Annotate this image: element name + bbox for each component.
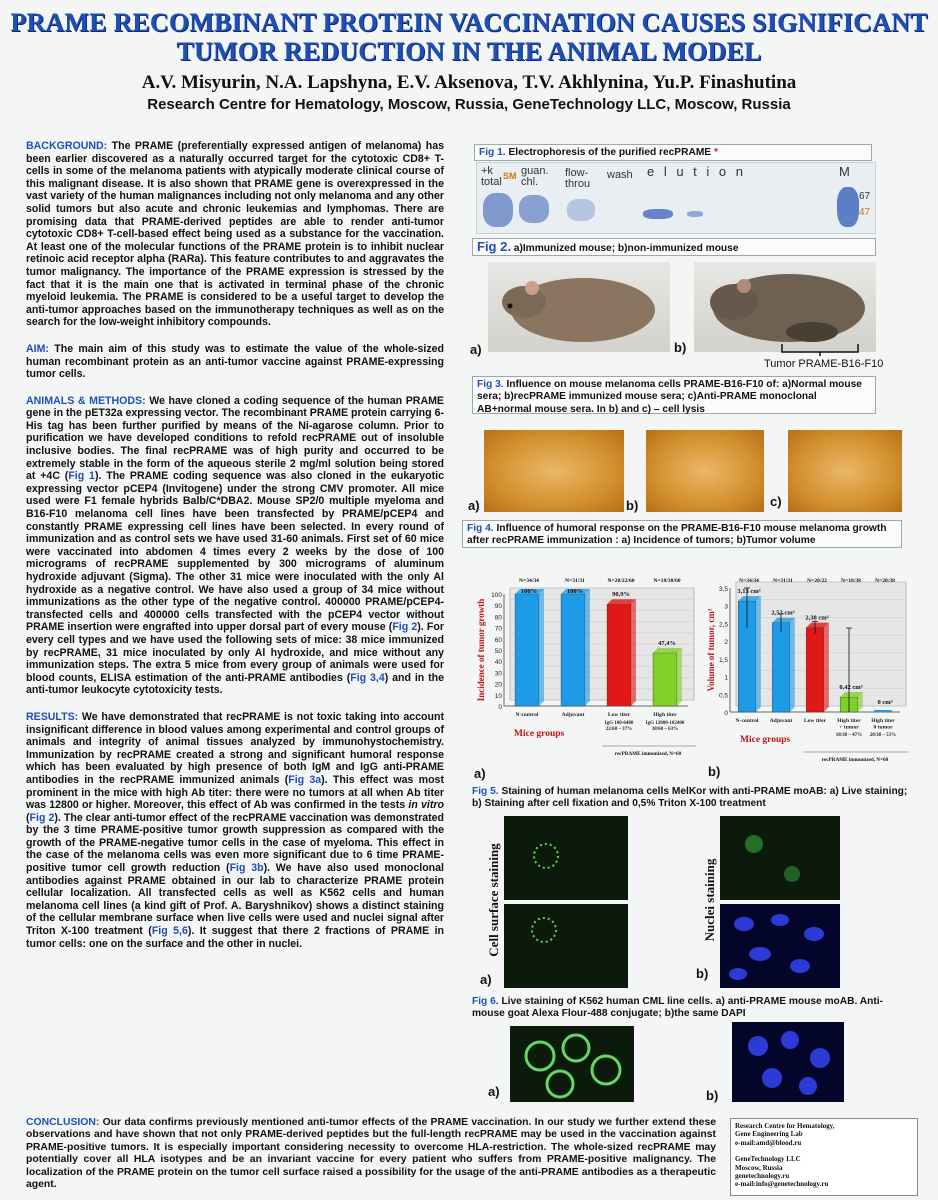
fig-ref[interactable]: Fig 3,4 bbox=[350, 671, 385, 684]
fig3-photo-immunized-sera bbox=[646, 430, 764, 512]
methods-text-4: ) and in the anti-tumor leukocyte cytotoxicity tests. bbox=[26, 671, 444, 697]
fluorescent-cells bbox=[510, 1026, 634, 1102]
conclusion-heading: CONCLUSION: bbox=[26, 1117, 100, 1128]
fig4-label-b: b) bbox=[708, 764, 721, 779]
results-text-2: ). This effect was most prominent in the mice with high Ab titer: there were no tumors at all when Ab titer was 12800 or higher. Moreover, this effect of Ab was confirmed in the tests bbox=[26, 773, 444, 812]
fig1-star: * bbox=[711, 147, 718, 158]
fig1-label: Fig 1. bbox=[479, 147, 506, 158]
fig2-photo-non-immunized-mouse bbox=[694, 262, 876, 352]
x-tick-label: Low titer bbox=[607, 712, 631, 718]
fig6-caption bbox=[472, 996, 912, 1021]
gel-band bbox=[643, 209, 673, 219]
contact-line: Moscow, Russia bbox=[735, 1163, 783, 1172]
fig2-photo-immunized-mouse bbox=[488, 262, 670, 352]
bar-side bbox=[790, 618, 795, 712]
gel-band bbox=[837, 187, 859, 227]
fig6-label-a: a) bbox=[488, 1084, 500, 1099]
title-line-1: PRAME RECOMBINANT PROTEIN VACCINATION CAUSES SIGNIFICANT bbox=[10, 8, 928, 37]
x-tick-sublabel: IgG 100-6400 22/60 – 37% bbox=[604, 721, 634, 732]
x-tick-label: High titer bbox=[653, 712, 677, 718]
n-label: N=31/31 bbox=[565, 578, 585, 584]
fig3-caption bbox=[472, 376, 876, 414]
n-label: N=20/38 bbox=[875, 578, 895, 584]
contact-line: GeneTechnology LLC bbox=[735, 1155, 801, 1164]
fig3-caption-text: Influence on mouse melanoma cells PRAME-B16-F10 of: a)Normal mouse sera; b)recPRAME immunized mouse sera; c)Anti-PRAME monoclonal AB+normal mouse sera. In b) and c) – cell lysis bbox=[477, 379, 862, 415]
contact-line: Research Centre for Hematology, bbox=[735, 1122, 835, 1130]
nuclei-dapi bbox=[732, 1022, 844, 1102]
fig-ref[interactable]: Fig 2 bbox=[392, 621, 418, 634]
bar-side bbox=[585, 589, 590, 706]
results-italic: in vitro bbox=[408, 799, 444, 812]
lane-guan-label: guan. chl. bbox=[521, 165, 549, 188]
y-tick-label: 60 bbox=[494, 636, 502, 644]
y-tick-label: 100 bbox=[491, 592, 502, 599]
fig5-label: Fig 5. bbox=[472, 786, 499, 797]
fig2-label-a: a) bbox=[470, 342, 482, 357]
methods-section bbox=[26, 395, 444, 697]
methods-heading: ANIMALS & METHODS: bbox=[26, 394, 146, 407]
lane-total-label: +k total bbox=[481, 165, 502, 188]
fig3-label-c: c) bbox=[770, 494, 782, 509]
fig3-label: Fig 3. bbox=[477, 379, 504, 390]
fig5-label-b: b) bbox=[696, 966, 709, 981]
results-text-5: ). We have also used monoclonal antibodies against PRAME obtained in our lab to characterize PRAME protein cellular localization. All transfected cells as well as K562 cells and human melanoma cell lines (a kind gift of Prof. A. Baryshnikov) shows a distinct staining of the cellular membrane surface when live cells were used and nuclei signal after Triton X-100 treatment ( bbox=[26, 862, 444, 938]
tumor-bracket bbox=[780, 344, 860, 356]
lane-flow-label: flow- throu bbox=[565, 167, 591, 190]
lane-wash-label: wash bbox=[607, 169, 633, 181]
fig-ref[interactable]: Fig 1 bbox=[68, 470, 95, 483]
x-tick-label: Adjuvant bbox=[561, 712, 585, 718]
bar-side bbox=[631, 599, 636, 706]
bar-zero bbox=[874, 710, 892, 712]
data-label: 2,52 cm³ bbox=[771, 609, 795, 617]
y-tick-label: 2,5 bbox=[718, 621, 728, 629]
data-label: 0,42 cm³ bbox=[839, 684, 863, 692]
nuclei-dapi bbox=[720, 904, 840, 988]
bar-top bbox=[653, 648, 682, 653]
left-column bbox=[26, 140, 444, 961]
x-axis-label: Mice groups bbox=[740, 735, 791, 745]
x-tick-label: N-control bbox=[515, 712, 539, 718]
title-line-2: TUMOR REDUCTION IN THE ANIMAL MODEL bbox=[176, 37, 762, 66]
data-label: 2,38 cm³ bbox=[805, 614, 829, 622]
y-tick-label: 2 bbox=[724, 639, 728, 647]
y-tick-label: 40 bbox=[494, 659, 502, 667]
n-label: N=18/38/60 bbox=[653, 578, 681, 584]
fig1-caption bbox=[474, 144, 872, 161]
y-tick-label: 30 bbox=[494, 670, 502, 678]
fig5-photo-cell-surface-1 bbox=[504, 816, 628, 900]
bar-adjuvant bbox=[561, 594, 585, 706]
y-tick-label: 0 bbox=[498, 704, 502, 711]
data-label: 3,13 cm³ bbox=[737, 588, 761, 596]
fig5-caption-text: Staining of human melanoma cells MelKor with anti-PRAME moAB: a) Live staining; b) Staining after cell fixation and 0,5% Triton X-100 treatment bbox=[472, 786, 908, 810]
y-axis-label: Volume of tumor, cm³ bbox=[706, 608, 716, 692]
bar-n-control bbox=[515, 594, 539, 706]
gel-band bbox=[687, 211, 703, 217]
fig3-label-b: b) bbox=[626, 498, 639, 513]
bar-side bbox=[539, 589, 544, 706]
x-tick-label: Low titer bbox=[803, 718, 827, 724]
x-tick-label: Adjuvant bbox=[769, 718, 793, 724]
x-axis-label: Mice groups bbox=[514, 729, 565, 739]
aim-section bbox=[26, 343, 444, 381]
y-tick-label: 3,5 bbox=[718, 586, 728, 593]
gel-band bbox=[567, 199, 595, 221]
chart-b-svg bbox=[704, 574, 912, 770]
contact-email[interactable]: e-mail:info@genetechnology.ru bbox=[735, 1180, 829, 1189]
n-label: N=34/34 bbox=[739, 578, 759, 584]
results-text-6: ). It suggest that there 2 fractions of PRAME in tumor cells: one on the surface and the other in nuclei. bbox=[26, 925, 444, 950]
chart-tumor-incidence bbox=[474, 574, 700, 770]
x-tick-label: N-control bbox=[735, 718, 759, 724]
fig2-label: Fig 2. bbox=[477, 239, 511, 254]
y-tick-label: 80 bbox=[494, 614, 502, 622]
fig6-label-b: b) bbox=[706, 1088, 719, 1103]
x-tick-sublabel: 18/38 – 47% bbox=[835, 733, 863, 738]
gel-band bbox=[483, 193, 513, 227]
x-tick-label: High titer 0 tumor bbox=[871, 718, 895, 731]
bar-side bbox=[677, 648, 682, 706]
y-tick-label: 10 bbox=[494, 692, 502, 700]
n-label: N=20/22/60 bbox=[607, 578, 635, 584]
results-heading: RESULTS: bbox=[26, 710, 79, 723]
contact-box bbox=[730, 1118, 918, 1196]
gel-band bbox=[519, 195, 549, 223]
fig5-caption bbox=[472, 786, 912, 811]
y-tick-label: 70 bbox=[494, 625, 502, 633]
footnote-label: recPRAME immunized, N=60 bbox=[614, 751, 682, 757]
lane-sm-label: SM bbox=[503, 171, 517, 181]
x-tick-sublabel: IgG 12800-102400 38/60 – 63% bbox=[645, 721, 685, 732]
mouse-shape bbox=[488, 262, 670, 352]
fig-ref[interactable]: Fig 3b bbox=[229, 862, 264, 875]
y-tick-label: 20 bbox=[494, 681, 502, 689]
fig-ref[interactable]: Fig 5,6 bbox=[151, 925, 188, 938]
aim-text: The main aim of this study was to estimate the value of the whole-sized human recombinant protein as an anti-tumor vaccine against PRAME-expressing tumor cells. bbox=[26, 342, 444, 381]
n-label: N=34/34 bbox=[519, 578, 539, 584]
fig6-caption-text: Live staining of K562 human CML line cells. a) anti-PRAME mouse moAB. Anti-mouse goat Alexa Flour-488 conjugate; b)the same DAPI bbox=[472, 996, 883, 1020]
background-text: The PRAME (preferentially expressed antigen of melanoma) has been earlier discovered as a naturally occurred target for the cytotoxic CD8+ T-cells in some of the melanoma patients with atypically moderate clinical course of this malignant disease. It is also shown that PRAME gene is overexpressed in the vast variety of the human malignances including not only melanoma and any other solid tumors but also acute and chronic leukemias and lymphomas. There are promising data that PRAME-derived peptides are able to render anti-tumor cytotoxic CD8+ T-cell-based effect being used as a substance for the vaccination. At least one of the molecular functions of the PRAME protein is to inhibit nuclear retinoic acid receptor alpha (RARa). This feature contributes to and aggravates the tumor malignancy. The importance of the PRAME expression is stressed by the fact that it is the main one that is activated in terminal phase of the chronic myeloid leukemia. The PRAME is considered to be a useful target to develop the anti-tumor approaches based on the immunotherapy techniques as well as on the search for the low-weight inhibitory compounds. bbox=[26, 140, 444, 329]
lane-elution-label: e l u t i o n bbox=[647, 164, 746, 179]
fluorescent-cell bbox=[504, 904, 628, 988]
fig5-label-a: a) bbox=[480, 972, 492, 987]
y-tick-label: 0 bbox=[724, 710, 728, 717]
x-tick-sublabel: 20/38 – 53% bbox=[869, 733, 897, 738]
y-tick-label: 1,5 bbox=[718, 656, 728, 664]
fig2-label-b: b) bbox=[674, 340, 687, 355]
fig5-photo-cell-surface-2 bbox=[504, 904, 628, 988]
fig4-label-a: a) bbox=[474, 766, 486, 781]
y-tick-label: 1 bbox=[724, 674, 728, 682]
results-text-3: ( bbox=[26, 811, 30, 824]
methods-text-2: ). The PRAME coding sequence was also cloned in the eukaryotic expressing vector pCEP4 (Invitogene) under the strong CMV promoter. All mice used were F1 female hybrids Balb/C*DBA2. Mouse SP2/0 multiple myeloma and B16-F10 melanoma cell lines have been transfected by PRAME/pCEP4 and constantly PRAME expressing cell lines have been selected. In every round of immunization and as control sets we have used 31-60 animals. First set of 60 mice were vaccinated into abdomen 4 times every 2 weeks by the dose of 100 micrograms of recPRAME supplemented by 300 micrograms of aluminum hydroxide adjuvant (Sigma). The other 31 mice were inoculated with the only Al hydroxide as a negative control. We have also used a group of 34 mice without immunizations as the other type of the negative control. 400000 PRAME/pCEP4-transfected cells and 400000 cells transfected with the pCEP4 vector without PRAME insertion were engrafted into upper dorsal part of every mouse ( bbox=[26, 470, 444, 634]
mouse-shape bbox=[694, 262, 876, 352]
fluorescent-cell bbox=[720, 816, 840, 900]
methods-text-1: We have cloned a coding sequence of the human PRAME gene in the pET32a expressing vector. The recombinant PRAME protein carrying 6-His tag has been further purified by means of the Ni-agarose column. Prior to purification we have developed conditions to refold recPRAME out of insoluble inclusive bodies. The final recPRAME was of high purity and occurred to be extremely stable in the form of the aqueous sterile 2 mg/ml solution being stored at +4C ( bbox=[26, 394, 444, 483]
fig6-photo-dapi bbox=[732, 1022, 844, 1102]
bar-side bbox=[756, 596, 761, 712]
background-section bbox=[26, 140, 444, 329]
y-tick-label: 90 bbox=[494, 603, 502, 611]
bar-low-titer bbox=[806, 628, 824, 712]
background-heading: BACKGROUND: bbox=[26, 140, 108, 152]
chart-a-svg bbox=[474, 574, 700, 770]
authors: A.V. Misyurin, N.A. Lapshyna, E.V. Aksenova, T.V. Akhlynina, Yu.P. Finashutina bbox=[141, 72, 797, 93]
fig-ref[interactable]: Fig 3a bbox=[288, 773, 322, 786]
fig6-photo-anti-prame bbox=[510, 1026, 634, 1102]
y-tick-label: 50 bbox=[494, 648, 502, 655]
bar-top bbox=[607, 599, 636, 604]
data-label: 100% bbox=[520, 588, 538, 595]
y-tick-label: 3 bbox=[724, 603, 728, 611]
fig1-caption-text: Electrophoresis of the purified recPRAME bbox=[505, 147, 712, 158]
conclusion-section bbox=[26, 1117, 716, 1191]
results-text-4: ). The clear anti-tumor effect of the recPRAME vaccination was demonstrated by the 3 time PRAME-positive tumor growth suppression as compared with the growth of the PRAME-negative tumor cells in the case of myeloma. This effect in the case of the melanoma cells was even more significant due to 6 time PRAME-positive tumor cell growth reduction ( bbox=[26, 811, 444, 875]
n-label: N=18/38 bbox=[841, 578, 861, 584]
contact-email[interactable]: e-mail:amd@blood.ru bbox=[735, 1138, 802, 1147]
conclusion-text: Our data confirms previously mentioned anti-tumor effects of the PRAME vaccination. In our study we further extend these observations and have shown that not only PRAME-derived peptides but the full-length recPRAME may be used in the vaccination against PRAME-positive tumors. It is especially important considering necessity to overcome HLA-restriction. The whole-sized recPRAME may potentially cover all HLA isotypes and be an invariant vaccine for every patient who suffers from PRAME-positive malignancy. The localization of the PRAME protein on the tumor cell surface raised a possibility for the usage of the anti-PRAME antibodies as a therapeutic agent. bbox=[26, 1117, 716, 1191]
fig5-left-axis-label: Cell surface staining bbox=[486, 843, 501, 957]
data-label: 0 cm³ bbox=[877, 699, 893, 706]
data-label: 90,9% bbox=[612, 591, 630, 599]
n-label: N=20/22 bbox=[807, 578, 827, 584]
bar-side bbox=[824, 623, 829, 712]
results-section bbox=[26, 711, 444, 950]
fig3-label-a: a) bbox=[468, 498, 480, 513]
affiliation: Research Centre for Hematology, Moscow, Russia, GeneTechnology LLC, Moscow, Russia bbox=[147, 96, 791, 113]
bar-high-titer bbox=[653, 653, 677, 706]
mw-67-label: 67 bbox=[859, 191, 871, 202]
x-tick-label: High titer + tumor bbox=[837, 718, 861, 731]
data-label: 47,4% bbox=[658, 639, 676, 647]
aim-heading: AIM: bbox=[26, 342, 49, 355]
bar-low-titer bbox=[607, 604, 631, 706]
contact-line: Gene Engineering Lab bbox=[735, 1130, 803, 1139]
contact-website[interactable]: genetechnology.ru bbox=[735, 1172, 790, 1181]
fig6-label: Fig 6. bbox=[472, 996, 499, 1007]
bar-adjuvant bbox=[772, 623, 790, 712]
fig4-caption-text: Influence of humoral response on the PRAME-B16-F10 mouse melanoma growth after recPRAME immunization : a) Incidence of tumors; b)Tumor volume bbox=[467, 523, 887, 547]
fig4-caption bbox=[462, 520, 902, 548]
results-text-1: We have demonstrated that recPRAME is not toxic taking into account insignificant difference in blood values among experimental and control groups of animals and integrity of animal tissues analyzed by immunohystochemistry. Immunization by recPRAME created a strong and significant humoral response which has been evaluated by high presence of both IgM and IgG anti-PRAME antibodies in the recPRAME immunized animals ( bbox=[26, 710, 444, 786]
data-label: 100% bbox=[566, 588, 584, 595]
y-tick-label: 0,5 bbox=[718, 692, 728, 700]
fig3-photo-normal-sera bbox=[484, 430, 624, 512]
poster-title bbox=[0, 8, 938, 66]
methods-text-3: ). For every cell types and we have used the following sets of mice: 38 mice immunized by recPRAME, 31 mice inoculated by only Al hydroxide, and mice without any immunization steps. The extra 5 mice from every group of animals were used for blood counts, ELISA estimation of the anti-PRAME antibodies ( bbox=[26, 621, 444, 684]
fig5-right-axis-label: Nuclei staining bbox=[702, 858, 717, 942]
fig3-photo-monoclonal-ab bbox=[788, 430, 902, 512]
footnote-label: recPRAME immunized, N=60 bbox=[821, 757, 889, 763]
fluorescent-cell bbox=[504, 816, 628, 900]
lane-marker-label: M bbox=[839, 164, 850, 179]
y-axis-label: Incidence of tumor growth bbox=[476, 598, 486, 702]
fig4-label: Fig 4. bbox=[467, 523, 494, 534]
tumor-label: Tumor PRAME-B16-F10 bbox=[764, 358, 884, 370]
fig-ref[interactable]: Fig 2 bbox=[29, 811, 55, 824]
fig5-photo-nuclei-green bbox=[720, 816, 840, 900]
n-label: N=31/31 bbox=[773, 578, 793, 584]
fig1-gel-image bbox=[476, 162, 876, 234]
chart-tumor-volume bbox=[704, 574, 912, 770]
mw-47-label: 47 bbox=[859, 207, 871, 218]
fig5-photo-nuclei-blue bbox=[720, 904, 840, 988]
fig2-caption-text: a)Immunized mouse; b)non-immunized mouse bbox=[510, 243, 739, 254]
fig2-caption bbox=[472, 238, 876, 256]
